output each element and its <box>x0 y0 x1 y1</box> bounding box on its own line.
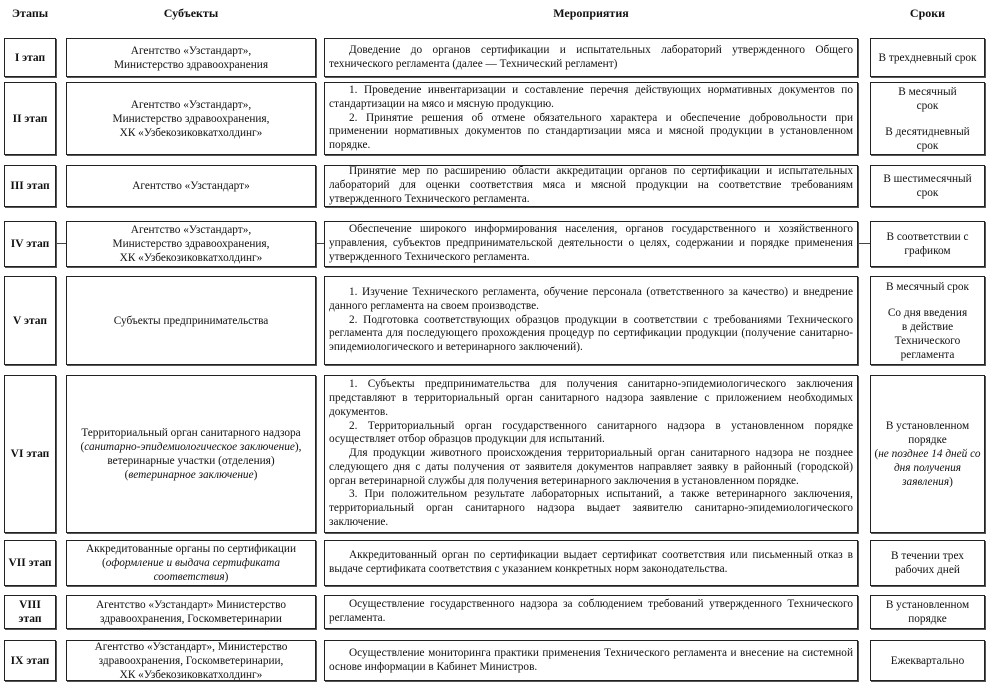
measures-9 <box>324 640 858 681</box>
stage-4 <box>4 221 56 267</box>
subjects-7 <box>66 540 316 586</box>
term-text: В месячный срок <box>898 85 957 112</box>
header-terms: Сроки <box>909 6 946 20</box>
terms-6 <box>870 375 985 533</box>
stage-5 <box>4 276 56 365</box>
measure-paragraph: Доведение до органов сертификации и испытательных лабораторий утвержденного Общего технического регламента (далее — Технический регламент) <box>329 43 853 70</box>
subject-line: Агентство «Узстандарт», Министерство <box>94 640 288 653</box>
header-subjects: Субъекты <box>163 6 219 20</box>
measures-8 <box>324 595 858 629</box>
measures-1 <box>324 38 858 77</box>
subject-line: Агентство «Узстандарт» <box>132 180 250 192</box>
terms-5 <box>870 276 985 365</box>
term-text: В трехдневный срок <box>878 51 977 64</box>
subject-line: ХК «Узбекозиковкатхолдинг» <box>119 126 263 139</box>
term-italic-note: не позднее 14 дней со дня получения заявления <box>878 448 981 488</box>
subjects-2 <box>66 82 316 155</box>
subjects-6 <box>66 375 316 533</box>
measure-paragraph: 1. Проведение инвентаризации и составление перечня действующих нормативных документов по стандартизации на мясо и мясную продукцию. <box>329 84 853 110</box>
term-text: В месячный срок <box>885 281 969 293</box>
subject-line: здравоохранения, Госкомветеринарии <box>100 613 282 625</box>
subjects-1 <box>66 38 316 77</box>
term-text: В установленном порядке <box>885 599 970 625</box>
subjects-4 <box>66 221 316 267</box>
terms-7 <box>870 540 985 586</box>
subjects-9 <box>66 640 316 681</box>
connector-line <box>858 243 870 244</box>
measures-7 <box>324 540 858 586</box>
header-measures: Мероприятия <box>553 6 629 20</box>
stage-label: III этап <box>10 180 50 192</box>
subject-line: Министерство здравоохранения, <box>112 112 270 125</box>
terms-2 <box>870 82 985 155</box>
subject-italic-note: оформление и выдача сертификата соответствия <box>105 557 281 583</box>
measures-6 <box>324 375 858 533</box>
measure-paragraph: 2. Принятие решения об отмене обязательного характера и обеспечение добровольности при применении нормативных документов по стандартизации мяса и мясной продукции в установленном порядке. <box>329 111 853 152</box>
terms-4 <box>870 221 985 267</box>
measure-paragraph: Обеспечение широкого информирования населения, органов государственного и хозяйственного управления, субъектов предпринимательской деятельности о целях, содержании и порядке применения утвержденного Технического регламента. <box>329 223 853 263</box>
subject-line: Аккредитованные органы по сертификации <box>85 543 296 555</box>
subject-line: (санитарно-эпидемиологическое заключение), <box>80 441 302 453</box>
stage-9 <box>4 640 56 681</box>
terms-3 <box>870 165 985 207</box>
connector-line <box>56 243 66 244</box>
term-text: В шестимесячный срок <box>883 173 972 199</box>
subject-line: Агентство «Узстандарт», <box>130 44 252 57</box>
subject-line: Агентство «Узстандарт» Министерство <box>95 599 287 611</box>
measure-paragraph: 1. Изучение Технического регламента, обучение персонала (ответственного за качество) и внедрение данного регламента на своем производстве. <box>329 286 853 312</box>
subject-line: Министерство здравоохранения, <box>112 238 270 250</box>
stage-1 <box>4 38 56 77</box>
term-text: Ежеквартально <box>890 654 965 667</box>
measures-3 <box>324 165 858 207</box>
measures-5 <box>324 276 858 365</box>
term-text: Со дня введения в действие Технического регламента <box>887 307 968 361</box>
subject-line: Территориальный орган санитарного надзора <box>81 427 301 439</box>
terms-9 <box>870 640 985 681</box>
measure-paragraph: Принятие мер по расширению области аккредитации органов по сертификации и испытательных лабораторий для оценки соответствия мяса и мясной продукции на соответствие требованиям утвержденного Технического регламента. <box>329 165 853 205</box>
header-stages: Этапы <box>11 6 49 20</box>
measure-paragraph: 1. Субъекты предпринимательства для получения санитарно-эпидемиологического заключения представляют в территориальный орган санитарного надзора заявление с приложением необходимых документов. <box>329 378 853 418</box>
measure-paragraph: Осуществление государственного надзора за соблюдением требований утвержденного Технического регламента. <box>329 598 853 624</box>
subject-line: (ветеринарное заключение) <box>124 469 258 481</box>
measure-paragraph: Осуществление мониторинга практики применения Технического регламента и внесение на системной основе информации в Кабинет Министров. <box>329 646 853 673</box>
terms-8 <box>870 595 985 629</box>
measure-paragraph: 2. Подготовка соответствующих образцов продукции в соответствии с требованиями Технического регламента для последующего прохождения процедур по сертификации продукции (получение санитарно-эпидемиологического и ветеринарного заключений). <box>329 313 853 354</box>
subject-line: (оформление и выдача сертификата соответствия) <box>101 557 281 583</box>
measures-4 <box>324 221 858 267</box>
term-text: В течении трех рабочих дней <box>891 550 964 576</box>
stage-label: II этап <box>12 112 48 125</box>
subject-line: здравоохранения, Госкомветеринарии, <box>98 654 284 667</box>
measure-paragraph: Аккредитованный орган по сертификации выдает сертификат соответствия или письменный отказ в выдаче сертификата соответствия с указанием конкретных норм законодательства. <box>329 549 853 575</box>
subject-line: Агентство «Узстандарт», <box>130 98 252 111</box>
subjects-8 <box>66 595 316 629</box>
subject-line: ветеринарные участки (отделения) <box>107 455 275 467</box>
stage-label: VIII этап <box>18 599 42 625</box>
subject-line: ХК «Узбекозиковкатхолдинг» <box>119 252 263 264</box>
term-text: В соответствии с графиком <box>886 231 969 257</box>
subject-italic-note: санитарно-эпидемиологическое заключение <box>84 441 295 453</box>
term-text: В установленном порядке <box>885 420 970 446</box>
stage-2 <box>4 82 56 155</box>
stage-label: V этап <box>13 314 47 327</box>
term-text: В десятидневный срок <box>885 125 970 152</box>
subject-line: ХК «Узбекозиковкатхолдинг» <box>119 668 263 681</box>
terms-1 <box>870 38 985 77</box>
measure-paragraph: 2. Территориальный орган государственного санитарного надзора в установленном порядке осуществляет отбор образцов продукции для испытаний. <box>329 419 853 446</box>
subject-italic-note: ветеринарное заключение <box>128 469 254 481</box>
subject-line: Министерство здравоохранения <box>113 58 269 71</box>
stage-label: IX этап <box>10 654 50 667</box>
stage-6 <box>4 375 56 533</box>
subject-line: Субъекты предпринимательства <box>113 314 269 327</box>
stage-3 <box>4 165 56 207</box>
stage-label: IV этап <box>10 238 50 250</box>
stage-8 <box>4 595 56 629</box>
connector-line <box>316 243 324 244</box>
subjects-5 <box>66 276 316 365</box>
measure-paragraph: 3. При положительном результате лабораторных испытаний, а также ветеринарного заключения, территориальный орган санитарного надзора выдает заявителю санитарно-эпидемиологического заключение. <box>329 488 853 529</box>
stage-label: VI этап <box>10 448 50 460</box>
measure-paragraph: Для продукции животного происхождения территориальный орган санитарного надзора не позднее следующего дня с даты получения от заявителя документов направляет заявку в районный (городской) орган ветеринарной службы для получения ветеринарного заключения в установленном порядке. <box>329 447 853 487</box>
subjects-3 <box>66 165 316 207</box>
stage-7 <box>4 540 56 586</box>
term-text: (не позднее 14 дней со дня получения заявления) <box>874 448 981 488</box>
measures-2 <box>324 82 858 155</box>
subject-line: Агентство «Узстандарт», <box>130 224 252 236</box>
stage-label: I этап <box>14 51 46 64</box>
stage-label: VII этап <box>8 557 52 569</box>
